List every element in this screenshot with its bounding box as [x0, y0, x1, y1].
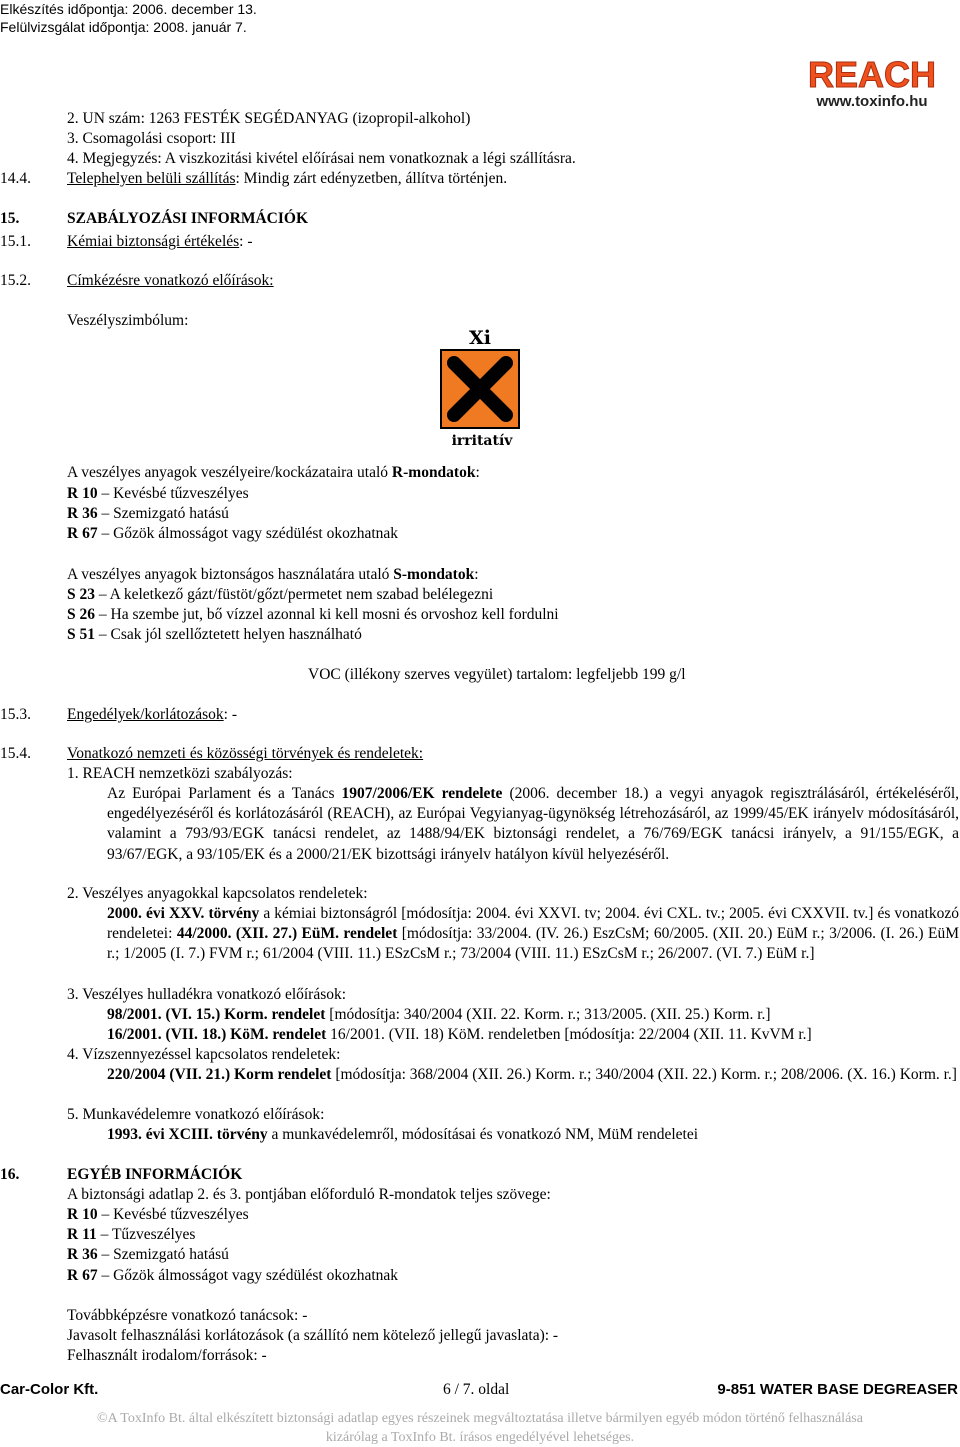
section-15-2-number: 15.2. — [0, 272, 31, 289]
r-phrase-text: Kevésbé tűzveszélyes — [113, 485, 249, 502]
reach-logo — [786, 56, 958, 112]
r-phrase-text: Gőzök álmosságot vagy szédülést okozhatnak — [113, 1267, 399, 1284]
waste-regulation-1 — [107, 1005, 771, 1025]
section-15-1-label: Kémiai biztonsági értékelés — [67, 233, 240, 250]
labour-text: a munkavédelemről, módosításai és vonatkozó NM, MüM rendeletei — [267, 1126, 699, 1143]
section-15-number: 15. — [0, 210, 20, 227]
section-15-3-number: 15.3. — [0, 706, 31, 723]
waste-2-bold: 16/2001. (VII. 18.) KöM. rendelet — [107, 1026, 327, 1043]
s-phrase-code: S 51 — [67, 626, 95, 643]
s-phrase-row: S 26 – Ha szembe jut, bő vízzel azonnal ki kell mosni és orvoshoz kell fordulni — [67, 606, 559, 623]
s-phrases-intro — [67, 565, 479, 585]
section-14-4-value: : Mindig zárt edényzetben, állítva történjen. — [235, 170, 508, 187]
water-text: [módosítja: 368/2004 (XII. 26.) Korm. r.; 340/2004 (XII. 22.) Korm. r.; 208/2006. (X. 16.) Korm. r.] — [331, 1066, 957, 1083]
r-phrase-text: Szemizgató hatású — [113, 505, 229, 522]
regulation-item-2: 2. Veszélyes anyagokkal kapcsolatos rendeletek: — [67, 885, 368, 902]
section-15-1-text — [67, 232, 253, 252]
r-phrase-code: R 67 — [67, 525, 98, 542]
section-15-3-label: Engedélyek/korlátozások — [67, 706, 224, 723]
section-15-title: SZABÁLYOZÁSI INFORMÁCIÓK — [67, 210, 309, 227]
water-regulation-text — [107, 1065, 959, 1085]
r-phrase-code: R 11 — [67, 1226, 97, 1243]
reach-text-b: 1907/2006/EK rendelete — [341, 785, 503, 802]
r-phrase-code: R 36 — [67, 1246, 98, 1263]
section-15-3-value: : - — [223, 706, 238, 723]
section-14-4-text — [67, 169, 507, 189]
r-phrase-row: R 10 – Kevésbé tűzveszélyes — [67, 485, 249, 502]
r-phrase-code: R 67 — [67, 1267, 98, 1284]
waste-1-text: [módosítja: 340/2004 (XII. 22. Korm. r.; 313/2005. (XII. 25.) Korm. r.] — [325, 1006, 771, 1023]
r-phrase-text: Gőzök álmosságot vagy szédülést okozhatnak — [113, 525, 399, 542]
logo-brand-text: REACH — [807, 56, 937, 95]
s-phrase-text: Csak jól szellőztetett helyen használható — [110, 626, 362, 643]
r-intro-bold: R-mondatok — [391, 464, 476, 481]
footer-copyright-line-1: ©A ToxInfo Bt. által elkészített biztonsági adatlap egyes részeinek megváltoztatása illetve bármilyen egyéb módon történő felhasználása — [97, 1411, 863, 1426]
section-15-1-value: : - — [239, 233, 253, 250]
created-date: Elkészítés időpontja: 2006. december 13. — [0, 1, 257, 17]
section-15-4-number: 15.4. — [0, 745, 31, 762]
section-15-4-label: Vonatkozó nemzeti és közösségi törvények és rendeletek: — [67, 745, 424, 762]
regulation-item-3: 3. Veszélyes hulladékra vonatkozó előírások: — [67, 986, 347, 1003]
reach-text-a: Az Európai Parlament és a Tanács — [107, 785, 342, 802]
regulation-item-4: 4. Vízszennyezéssel kapcsolatos rendeletek: — [67, 1046, 341, 1063]
r-phrases-intro — [67, 463, 480, 483]
logo-url-text: www.toxinfo.hu — [816, 93, 928, 110]
s-phrase-code: S 23 — [67, 586, 95, 603]
footer-page-number: 6 / 7. oldal — [443, 1381, 510, 1398]
chem-text-b: a kémiai biztonságról [módosítja: 2004. évi XXVI. tv; 2004. évi CXL. tv.; 2005. évi CXXVII. tv.] és vonatkozó rendeletei: — [107, 905, 959, 943]
section-16-number: 16. — [0, 1166, 20, 1183]
r-intro-end: : — [475, 464, 480, 481]
reach-text-c: (2006. december 18.) a vegyi anyagok regisztrálásáról, értékeléséről, engedélyezéséről és korlátozásáról (REACH), az Európai Vegyianyag-ügynökség létrehozásáról, az 1999/45/EK irányelv módosításáról, valamint a 793/93/EGK tanácsi rendelet, az 1488/94/EK biztonsági rendelet, a 76/769/EGK tanácsi irányelv, a 91/155/EGK, a 93/67/EGK, a 93/105/EK és a 2000/21/EK bizottsági irányelv hatályon kívül helyezéséről. — [107, 785, 960, 863]
transport-item-4: 4. Megjegyzés: A viszkozitási kivétel előírásai nem vonatkoznak a légi szállításra. — [67, 150, 576, 167]
r-phrase-row: R 67 – Gőzök álmosságot vagy szédülést okozhatnak — [67, 1267, 399, 1284]
waste-regulation-2 — [107, 1025, 812, 1045]
chem-text-c: 44/2000. (XII. 27.) EüM. rendelet — [176, 925, 398, 943]
r-phrase-row: R 67 – Gőzök álmosságot vagy szédülést okozhatnak — [67, 525, 399, 542]
footer-product-name: 9-851 WATER BASE DEGREASER — [717, 1381, 958, 1398]
labour-safety-regulation — [107, 1125, 698, 1145]
section-15-3-text — [67, 705, 237, 725]
r-phrase-row: R 11 – Tűzveszélyes — [67, 1226, 196, 1243]
chem-text-a: 2000. évi XXV. törvény — [107, 905, 260, 922]
s-intro-text: A veszélyes anyagok biztonságos használatára utaló — [67, 566, 394, 583]
waste-1-bold: 98/2001. (VI. 15.) Korm. rendelet — [107, 1006, 326, 1023]
transport-item-2: 2. UN szám: 1263 FESTÉK SEGÉDANYAG (izopropil-alkohol) — [67, 110, 471, 127]
chemical-safety-regulation-text — [107, 904, 959, 965]
section-14-4-number: 14.4. — [0, 170, 31, 187]
transport-item-3: 3. Csomagolási csoport: III — [67, 130, 236, 147]
section-15-2-label: Címkézésre vonatkozó előírások: — [67, 272, 274, 289]
r-phrase-text: Tűzveszélyes — [111, 1226, 196, 1243]
xi-hazard-icon — [440, 325, 520, 449]
literature-sources: Felhasznált irodalom/források: - — [67, 1347, 267, 1364]
footer-copyright-line-2: kizárólag a ToxInfo Bt. írásos engedélyével lehetséges. — [325, 1430, 635, 1445]
s-phrase-text: A keletkező gázt/füstöt/gőzt/permetet nem szabad belélegezni — [109, 586, 494, 603]
section-15-1-number: 15.1. — [0, 233, 31, 250]
s-phrase-code: S 26 — [67, 606, 95, 623]
r-phrase-text: Kevésbé tűzveszélyes — [113, 1206, 249, 1223]
r-phrase-row: R 36 – Szemizgató hatású — [67, 1246, 229, 1263]
regulation-item-5: 5. Munkavédelemre vonatkozó előírások: — [67, 1106, 325, 1123]
voc-content: VOC (illékony szerves vegyület) tartalom: legfeljebb 199 g/l — [308, 666, 686, 683]
r-phrase-row: R 36 – Szemizgató hatású — [67, 505, 229, 522]
water-bold: 220/2004 (VII. 21.) Korm rendelet — [107, 1066, 332, 1083]
s-phrase-row: S 51 – Csak jól szellőztetett helyen használható — [67, 626, 362, 643]
labour-bold: 1993. évi XCIII. törvény — [107, 1126, 268, 1143]
revised-date: Felülvizsgálat időpontja: 2008. január 7. — [0, 19, 247, 35]
r-phrase-code: R 36 — [67, 505, 98, 522]
r-phrase-code: R 10 — [67, 485, 98, 502]
use-restrictions: Javasolt felhasználási korlátozások (a szállító nem kötelező jellegű javaslata): - — [67, 1327, 559, 1344]
xi-caption-text: irritatív — [451, 433, 513, 449]
r-phrase-text: Szemizgató hatású — [113, 1246, 229, 1263]
reach-regulation-text — [107, 784, 959, 865]
s-phrase-text: Ha szembe jut, bő vízzel azonnal ki kell mosni és orvoshoz kell fordulni — [110, 606, 559, 623]
r-phrase-code: R 10 — [67, 1206, 98, 1223]
xi-code-text: Xi — [469, 327, 491, 349]
section-16-title: EGYÉB INFORMÁCIÓK — [67, 1166, 243, 1183]
s-intro-bold: S-mondatok — [393, 566, 475, 583]
footer-company: Car-Color Kft. — [0, 1381, 99, 1398]
regulation-item-1: 1. REACH nemzetközi szabályozás: — [67, 765, 293, 782]
s-intro-end: : — [474, 566, 479, 583]
section-14-4-label: Telephelyen belüli szállítás — [67, 170, 236, 187]
training-advice: Továbbképzésre vonatkozó tanácsok: - — [67, 1307, 308, 1324]
hazard-symbol-label: Veszélyszimbólum: — [67, 312, 189, 329]
chem-text-d: [módosítja: 33/2004. (IV. 26.) EszCsM; 60/2005. (XII. 20.) EüM r.; 3/2006. (I. 26.) EüM r.; 1/2005 (I. 7.) FVM r.; 61/2004 (VIII. 11.) ESzCsM r.; 73/2004 (VIII. 11.) ESzCsM r.; 26/2007. (VI. 7.) EüM r.] — [107, 925, 959, 963]
s-phrase-row: S 23 – A keletkező gázt/füstöt/gőzt/permetet nem szabad belélegezni — [67, 586, 494, 603]
r-phrase-row: R 10 – Kevésbé tűzveszélyes — [67, 1206, 249, 1223]
r-intro-text: A veszélyes anyagok veszélyeire/kockázataira utaló — [67, 464, 392, 481]
waste-2-text: 16/2001. (VII. 18) KöM. rendeletben [módosítja: 22/2004 (XII. 11. KvVM r.] — [326, 1026, 812, 1043]
r-phrases-full-intro: A biztonsági adatlap 2. és 3. pontjában előforduló R-mondatok teljes szövege: — [67, 1186, 551, 1203]
